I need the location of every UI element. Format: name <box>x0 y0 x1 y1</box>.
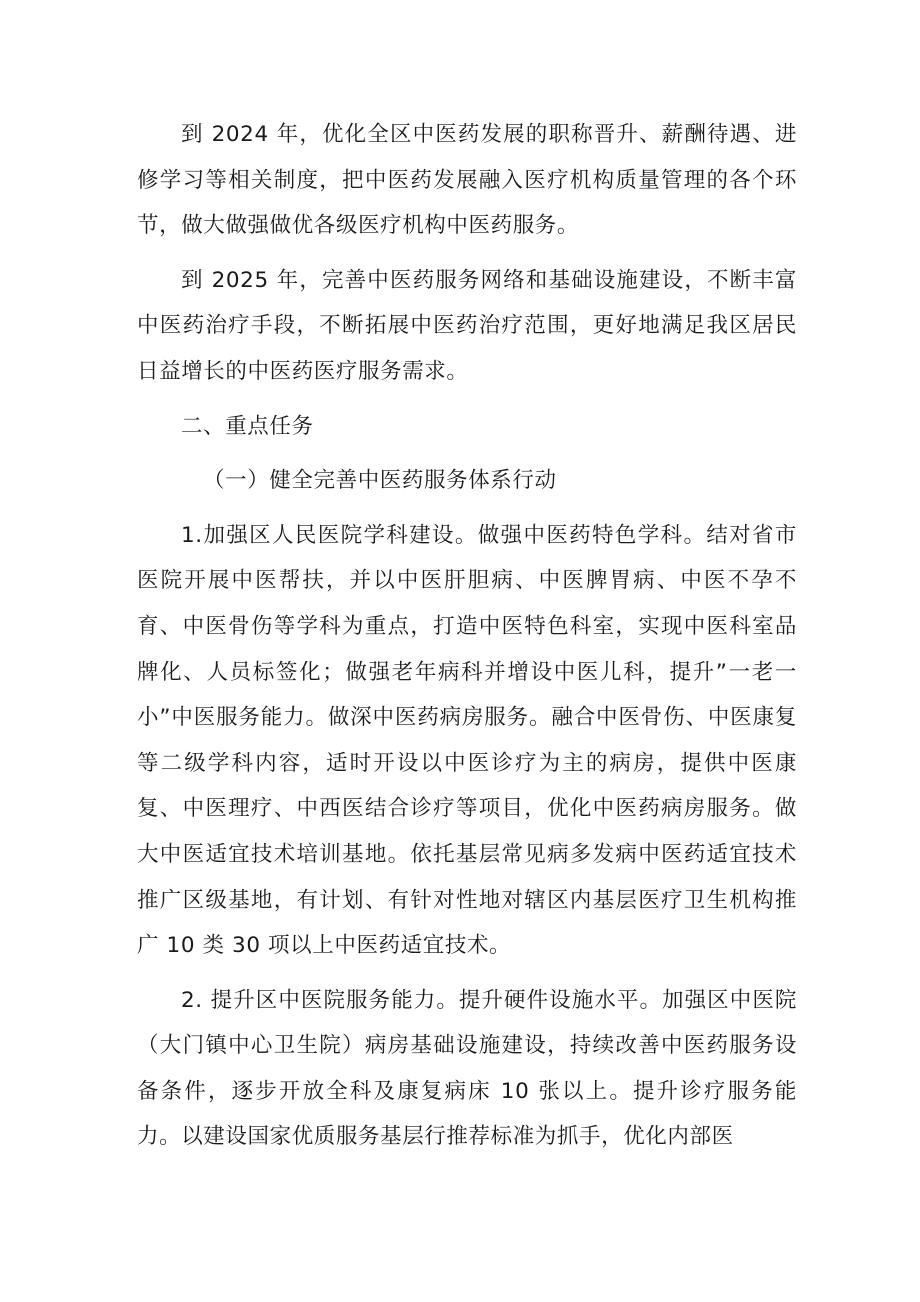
paragraph-2024-goal: 到 2024 年，优化全区中医药发展的职称晋升、薪酬待遇、进修学习等相关制度，把中医药发展融入医疗机构质量管理的各个环节，做大做强做优各级医疗机构中医药服务。 <box>137 122 797 239</box>
section-heading: 二、重点任务 <box>181 413 314 439</box>
subsection-heading: （一）健全完善中医药服务体系行动 <box>203 468 557 494</box>
item-1-paragraph: 1.加强区人民医院学科建设。做强中医药特色学科。结对省市医院开展中医帮扶，并以中医肝胆病、中医脾胃病、中医不孕不育、中医骨伤等学科为重点，打造中医特色科室，实现中医科室品牌化、人员标签化；做强老年病科并增设中医儿科，提升”一老一小”中医服务能力。做深中医药病房服务。融合中医骨伤、中医康复等二级学科内容，适时开设以中医诊疗为主的病房，提供中医康复、中医理疗、中西医结合诊疗等项目，优化中医药病房服务。做大中医适宜技术培训基地。依托基层常见病多发病中医药适宜技术推广区级基地，有计划、有针对性地对辖区内基层医疗卫生机构推广 10 类 30 项以上中医药适宜技术。 <box>137 522 797 959</box>
item-2-paragraph: 2. 提升区中医院服务能力。提升硬件设施水平。加强区中医院（大门镇中心卫生院）病房基础设施建设，持续改善中医药服务设备条件，逐步开放全科及康复病床 10 张以上。提升诊疗服务能力。以建设国家优质服务基层行推荐标准为抓手，优化内部医 <box>137 987 797 1150</box>
document-body <box>137 112 797 1169</box>
paragraph-2025-goal: 到 2025 年，完善中医药服务网络和基础设施建设，不断丰富中医药治疗手段，不断拓展中医药治疗范围，更好地满足我区居民日益增长的中医药医疗服务需求。 <box>137 267 797 384</box>
